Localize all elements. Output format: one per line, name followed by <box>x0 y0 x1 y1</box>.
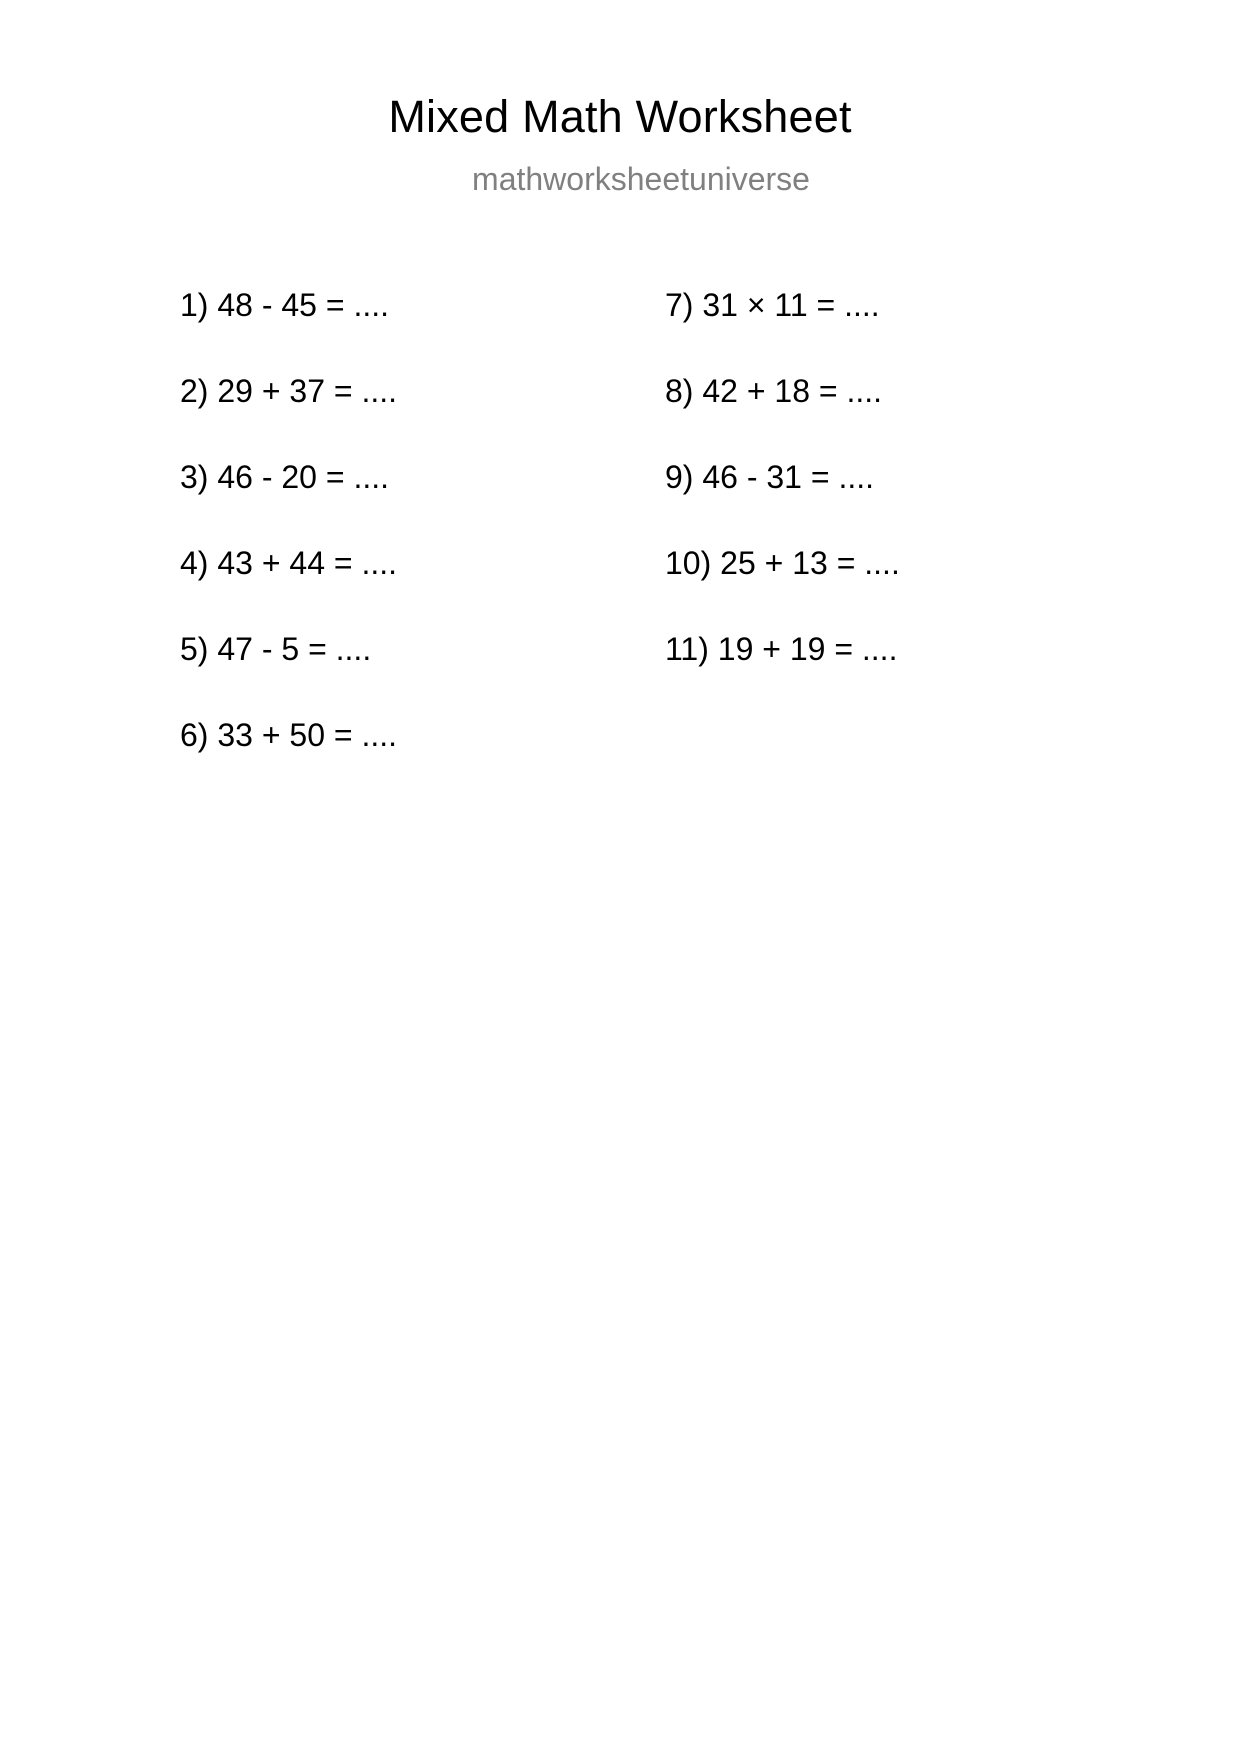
problem-item: 5) 47 - 5 = .... <box>180 630 372 667</box>
problem-column-left <box>180 286 620 805</box>
problem-item: 8) 42 + 18 = .... <box>665 372 883 409</box>
problem-columns <box>0 286 1240 805</box>
problem-item: 6) 33 + 50 = .... <box>180 716 398 753</box>
problem-column-right <box>665 286 1095 719</box>
problem-item: 7) 31 × 11 = .... <box>665 286 880 323</box>
problem-item: 4) 43 + 44 = .... <box>180 544 398 581</box>
problem-item: 9) 46 - 31 = .... <box>665 458 874 495</box>
problem-item: 2) 29 + 37 = .... <box>180 372 398 409</box>
problem-item: 3) 46 - 20 = .... <box>180 458 389 495</box>
problem-item: 1) 48 - 45 = .... <box>180 286 389 323</box>
page-title: Mixed Math Worksheet <box>388 91 852 142</box>
page-subtitle: mathworksheetuniverse <box>472 160 810 197</box>
problem-item: 11) 19 + 19 = .... <box>665 630 898 667</box>
problem-item: 10) 25 + 13 = .... <box>665 544 900 581</box>
